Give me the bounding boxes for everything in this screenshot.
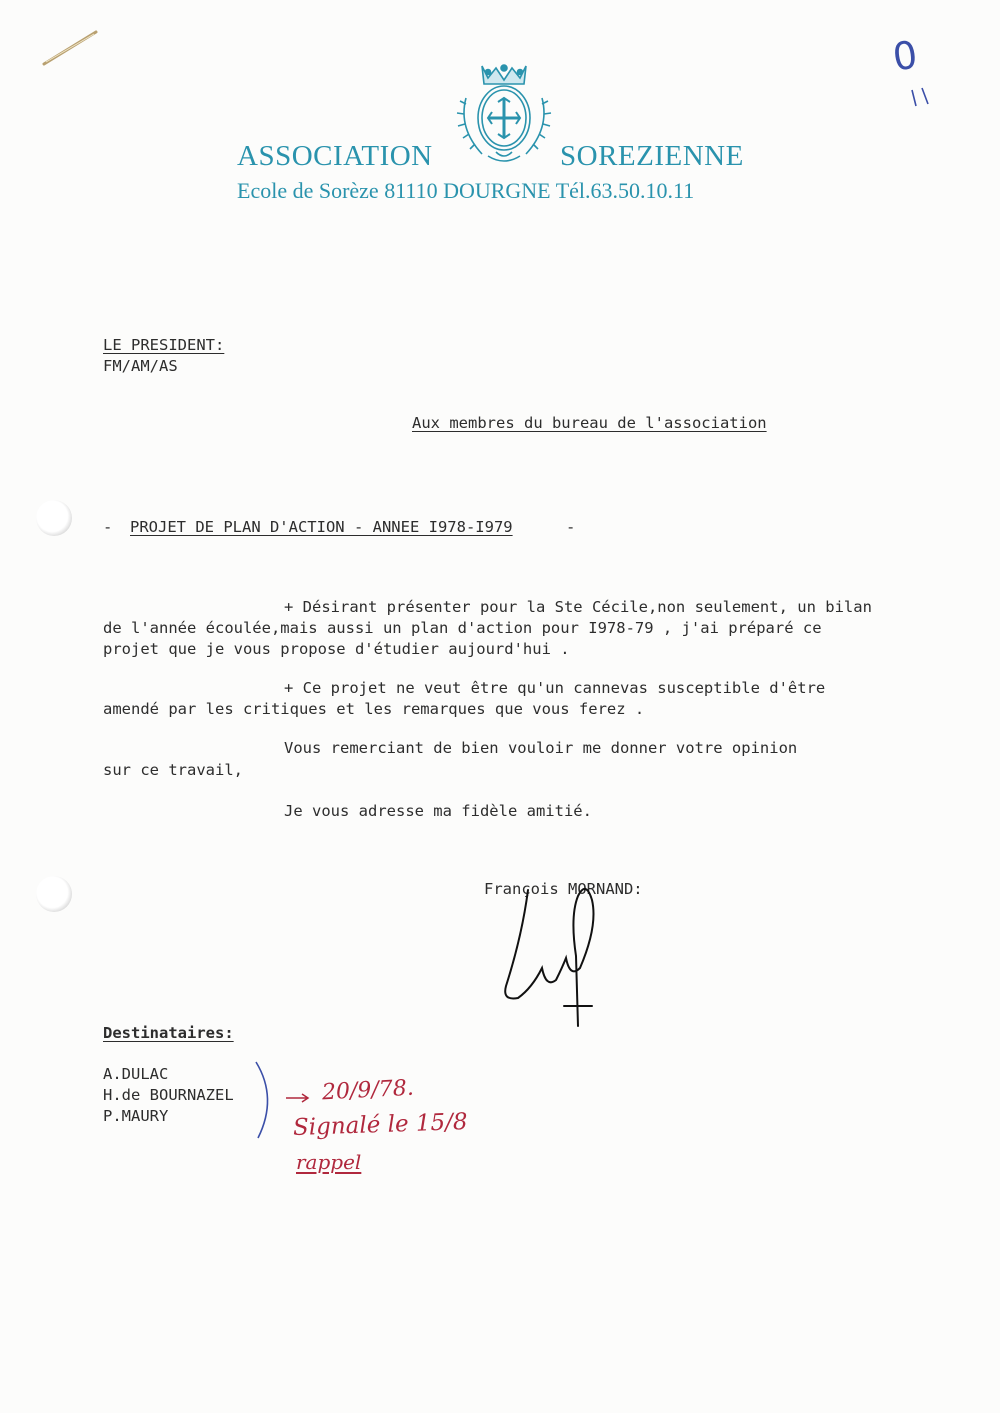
recipients-heading: Destinataires:: [103, 1024, 234, 1042]
body-paragraph-1-line-3: projet que je vous propose d'étudier aujourd'hui .: [103, 640, 570, 658]
org-address: Ecole de Sorèze 81110 DOURGNE Tél.63.50.10.11: [237, 178, 695, 203]
body-paragraph-3-line-1: Vous remerciant de bien vouloir me donner votre opinion: [284, 739, 798, 757]
sender-reference: FM/AM/AS: [103, 357, 178, 375]
recipient-line: Aux membres du bureau de l'association: [412, 414, 767, 432]
sender-title: LE PRESIDENT:: [103, 336, 225, 354]
body-paragraph-2-line-1: + Ce projet ne veut être qu'un cannevas susceptible d'être: [284, 679, 826, 697]
subject-title: PROJET DE PLAN D'ACTION - ANNEE I978-I979: [130, 518, 513, 536]
org-name-right: SOREZIENNE: [560, 140, 744, 172]
corner-mark: 0: [890, 32, 921, 80]
subject-trail: -: [566, 518, 576, 536]
handwritten-date: 20/9/78.: [321, 1075, 415, 1106]
recipient-1: A.DULAC: [103, 1065, 169, 1083]
body-paragraph-1-line-2: de l'année écoulée,mais aussi un plan d'action pour I978-79 , j'ai préparé ce: [103, 619, 822, 637]
body-paragraph-1-line-1: + Désirant présenter pour la Ste Cécile,non seulement, un bilan: [284, 598, 872, 616]
handwritten-rappel: rappel: [296, 1150, 362, 1174]
handwritten-signature: [492, 856, 612, 1046]
recipient-2: H.de BOURNAZEL: [103, 1086, 234, 1104]
arrow-icon: [284, 1090, 314, 1104]
recipients-bracket: [252, 1058, 282, 1142]
org-name-left: ASSOCIATION: [237, 140, 433, 172]
signatory-name: François MORNAND:: [484, 880, 643, 898]
recipient-3: P.MAURY: [103, 1107, 169, 1125]
handwritten-note: Signalé le 15/8: [292, 1108, 468, 1142]
crest-logo: [452, 58, 556, 168]
body-paragraph-2-line-2: amendé par les critiques et les remarques que vous ferez .: [103, 700, 645, 718]
closing-line: Je vous adresse ma fidèle amitié.: [284, 802, 592, 820]
body-paragraph-3-line-2: sur ce travail,: [103, 761, 243, 779]
staple-mark: [40, 28, 100, 68]
punch-hole-bottom: [36, 876, 72, 912]
corner-mark-strokes: [908, 84, 934, 110]
punch-hole-top: [36, 500, 72, 536]
subject-bullet: -: [103, 518, 113, 536]
